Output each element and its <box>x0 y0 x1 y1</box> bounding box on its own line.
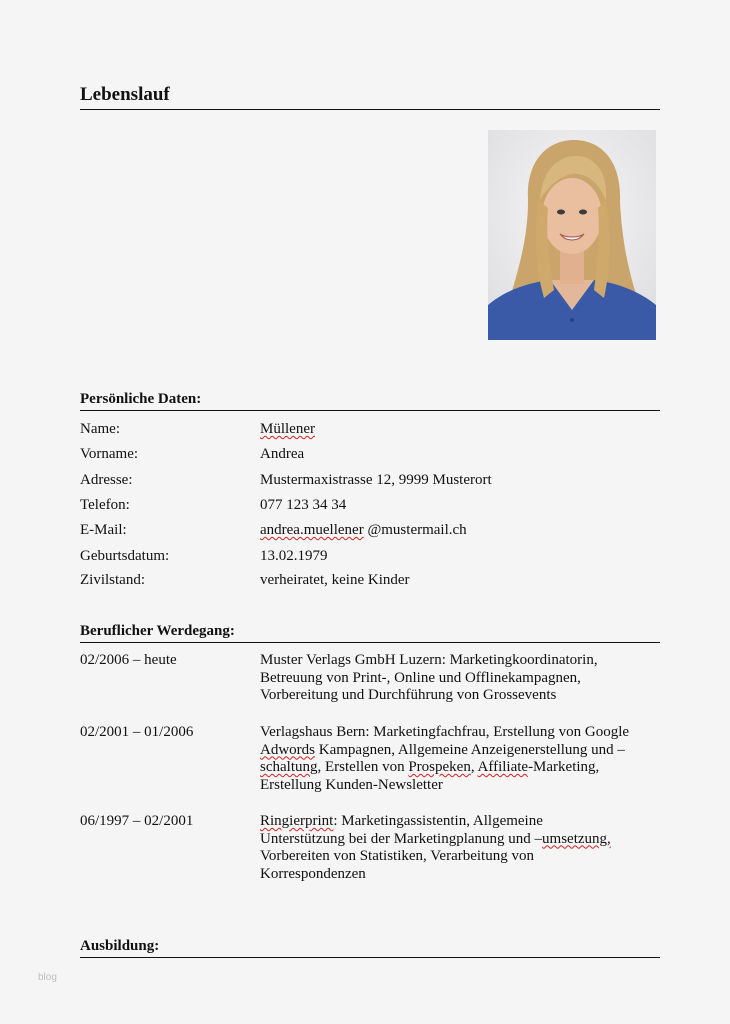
career-text: Prospeken <box>408 759 471 775</box>
field-label: Name: <box>80 421 120 437</box>
field-label: Geburtsdatum: <box>80 548 170 564</box>
career-text: Affiliate <box>477 759 529 775</box>
section-education: Ausbildung: <box>80 938 660 958</box>
section-personal-data: Persönliche Daten: <box>80 391 660 411</box>
career-line: Vorbereiten von Statistiken, Verarbeitung von <box>260 848 534 864</box>
career-period: 06/1997 – 02/2001 <box>80 813 194 829</box>
field-label: E-Mail: <box>80 522 127 538</box>
career-text: Kampagnen, Allgemeine Anzeigenerstellung und – <box>315 741 625 758</box>
career-line: Erstellung Kunden-Newsletter <box>260 776 443 793</box>
watermark: blog <box>38 972 57 983</box>
field-label: Zivilstand: <box>80 572 145 588</box>
career-line <box>260 742 660 760</box>
career-entry <box>80 724 660 796</box>
career-line: Betreuung von Print-, Online und Offlinekampagnen, <box>260 669 581 686</box>
career-text: Ringierprint <box>260 813 334 829</box>
email-domain: @mustermail.ch <box>363 522 467 538</box>
career-line: Muster Verlags GmbH Luzern: Marketingkoordinatorin, <box>260 652 598 668</box>
email-user: andrea.muellener <box>260 522 364 538</box>
field-label: Telefon: <box>80 497 130 513</box>
career-line <box>260 813 660 831</box>
career-description <box>260 652 660 705</box>
career-text: , Erstellen von <box>317 759 409 775</box>
career-text: , <box>470 759 478 775</box>
career-line: Verlagshaus Bern: Marketingfachfrau, Erstellung von Google <box>260 724 630 740</box>
field-value: Mustermaxistrasse 12, 9999 Musterort <box>260 472 492 488</box>
field-value: Andrea <box>260 446 305 462</box>
field-value <box>260 522 660 540</box>
section-career: Beruflicher Werdegang: <box>80 623 660 643</box>
career-entry <box>80 813 660 885</box>
field-label: Adresse: <box>80 472 133 488</box>
field-label: Vorname: <box>80 446 139 462</box>
field-value: 077 123 34 34 <box>260 497 347 513</box>
document-title: Lebenslauf <box>80 84 660 110</box>
career-text: schaltung <box>260 759 318 775</box>
portrait-photo <box>488 130 656 340</box>
career-text: -Marketing, <box>528 759 600 775</box>
field-value: verheiratet, keine Kinder <box>260 572 410 588</box>
career-text: : Marketingassistentin, Allgemeine <box>333 813 543 829</box>
career-text: Adwords <box>260 741 315 758</box>
career-period: 02/2006 – heute <box>80 652 177 668</box>
career-line <box>260 759 660 777</box>
career-text: Unterstützung bei der Marketingplanung und – <box>260 830 543 847</box>
career-line: Vorbereitung und Durchführung von Grossevents <box>260 687 557 703</box>
career-text: , <box>607 830 611 847</box>
career-entry <box>80 652 660 706</box>
career-period: 02/2001 – 01/2006 <box>80 724 194 740</box>
career-line: Korrespondenzen <box>260 865 366 882</box>
field-value: Müllener <box>260 421 315 437</box>
career-line <box>260 831 660 849</box>
field-value: 13.02.1979 <box>260 548 328 564</box>
career-text: umsetzung <box>542 830 608 847</box>
career-description <box>260 813 660 883</box>
career-description <box>260 724 660 794</box>
